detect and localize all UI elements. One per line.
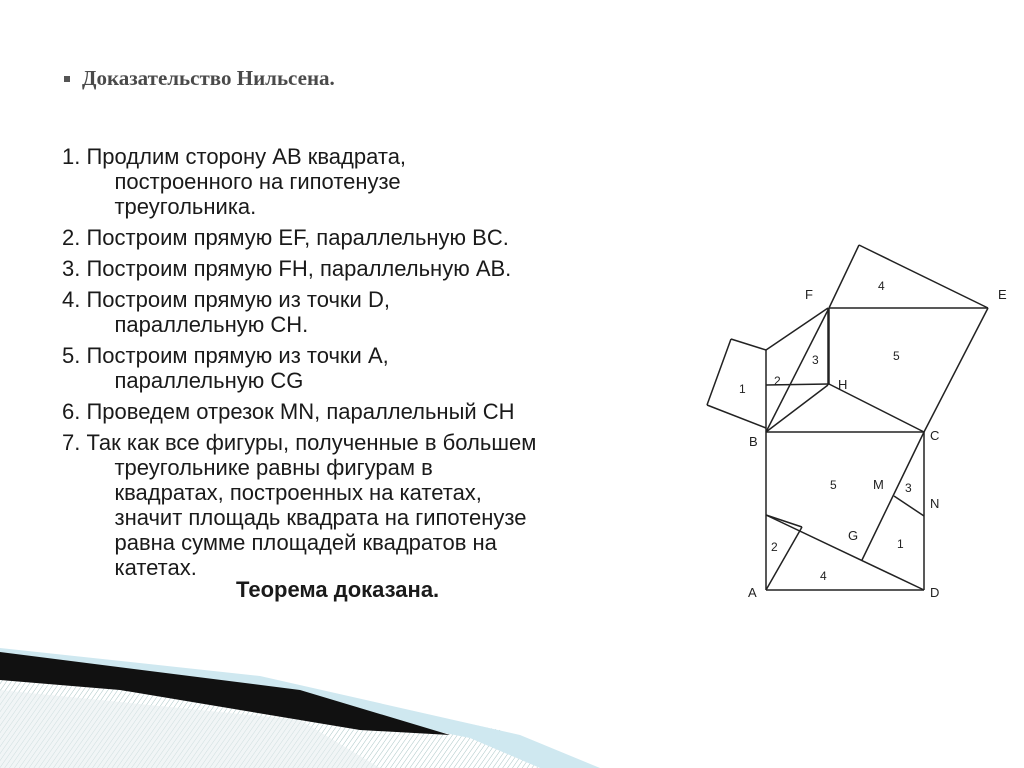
region-label: 1 <box>897 537 904 551</box>
step-line: построенного на гипотенузе <box>114 169 401 194</box>
step-line: квадратах, построенных на катетах, <box>114 480 482 505</box>
step-line: Построим прямую EF, параллельную BC. <box>86 225 509 250</box>
point-label-f: F <box>805 287 813 302</box>
region-label: 3 <box>812 353 819 367</box>
point-label-n: N <box>930 496 940 511</box>
region-label: 3 <box>905 481 912 495</box>
step-number: 6. <box>62 399 81 424</box>
step-number: 3. <box>62 256 81 281</box>
step-line: Так как все фигуры, полученные в большем <box>86 430 537 455</box>
step-line: треугольника. <box>114 194 257 219</box>
region-label: 5 <box>893 349 900 363</box>
step-line: Проведем отрезок MN, параллельный CH <box>86 399 515 424</box>
region-label: 5 <box>830 478 837 492</box>
point-label-d: D <box>930 585 940 600</box>
point-label-c: C <box>930 428 940 443</box>
title-text: Доказательство Нильсена. <box>82 66 335 90</box>
step-line: треугольнике равны фигурам в <box>114 455 433 480</box>
step-line: Построим прямую из точки А, <box>86 343 389 368</box>
step-number: 2. <box>62 225 81 250</box>
step-line: значит площадь квадрата на гипотенузе <box>114 505 527 530</box>
step-line: параллельную CH. <box>114 312 309 337</box>
region-label: 2 <box>771 540 778 554</box>
point-label-g: G <box>848 528 859 543</box>
point-label-h: H <box>838 377 848 392</box>
step-line: Продлим сторону АВ квадрата, <box>86 144 407 169</box>
step-number: 1. <box>62 144 81 169</box>
conclusion-text: Теорема доказана. <box>236 577 440 602</box>
step-line: катетах. <box>114 555 197 580</box>
step-line: параллельную CG <box>114 368 304 393</box>
region-label: 4 <box>878 279 885 293</box>
point-label-e: E <box>998 287 1007 302</box>
step-line: Построим прямую из точки D, <box>86 287 390 312</box>
step-number: 4. <box>62 287 81 312</box>
step-line: Построим прямую FH, параллельную AB. <box>86 256 512 281</box>
region-label: 1 <box>739 382 746 396</box>
point-label-a: A <box>748 585 757 600</box>
region-label: 4 <box>820 569 827 583</box>
region-label: 2 <box>774 374 781 388</box>
point-label-m: M <box>873 477 884 492</box>
step-number: 7. <box>62 430 81 455</box>
step-line: равна сумме площадей квадратов на <box>114 530 497 555</box>
point-label-b: B <box>749 434 758 449</box>
step-number: 5. <box>62 343 81 368</box>
